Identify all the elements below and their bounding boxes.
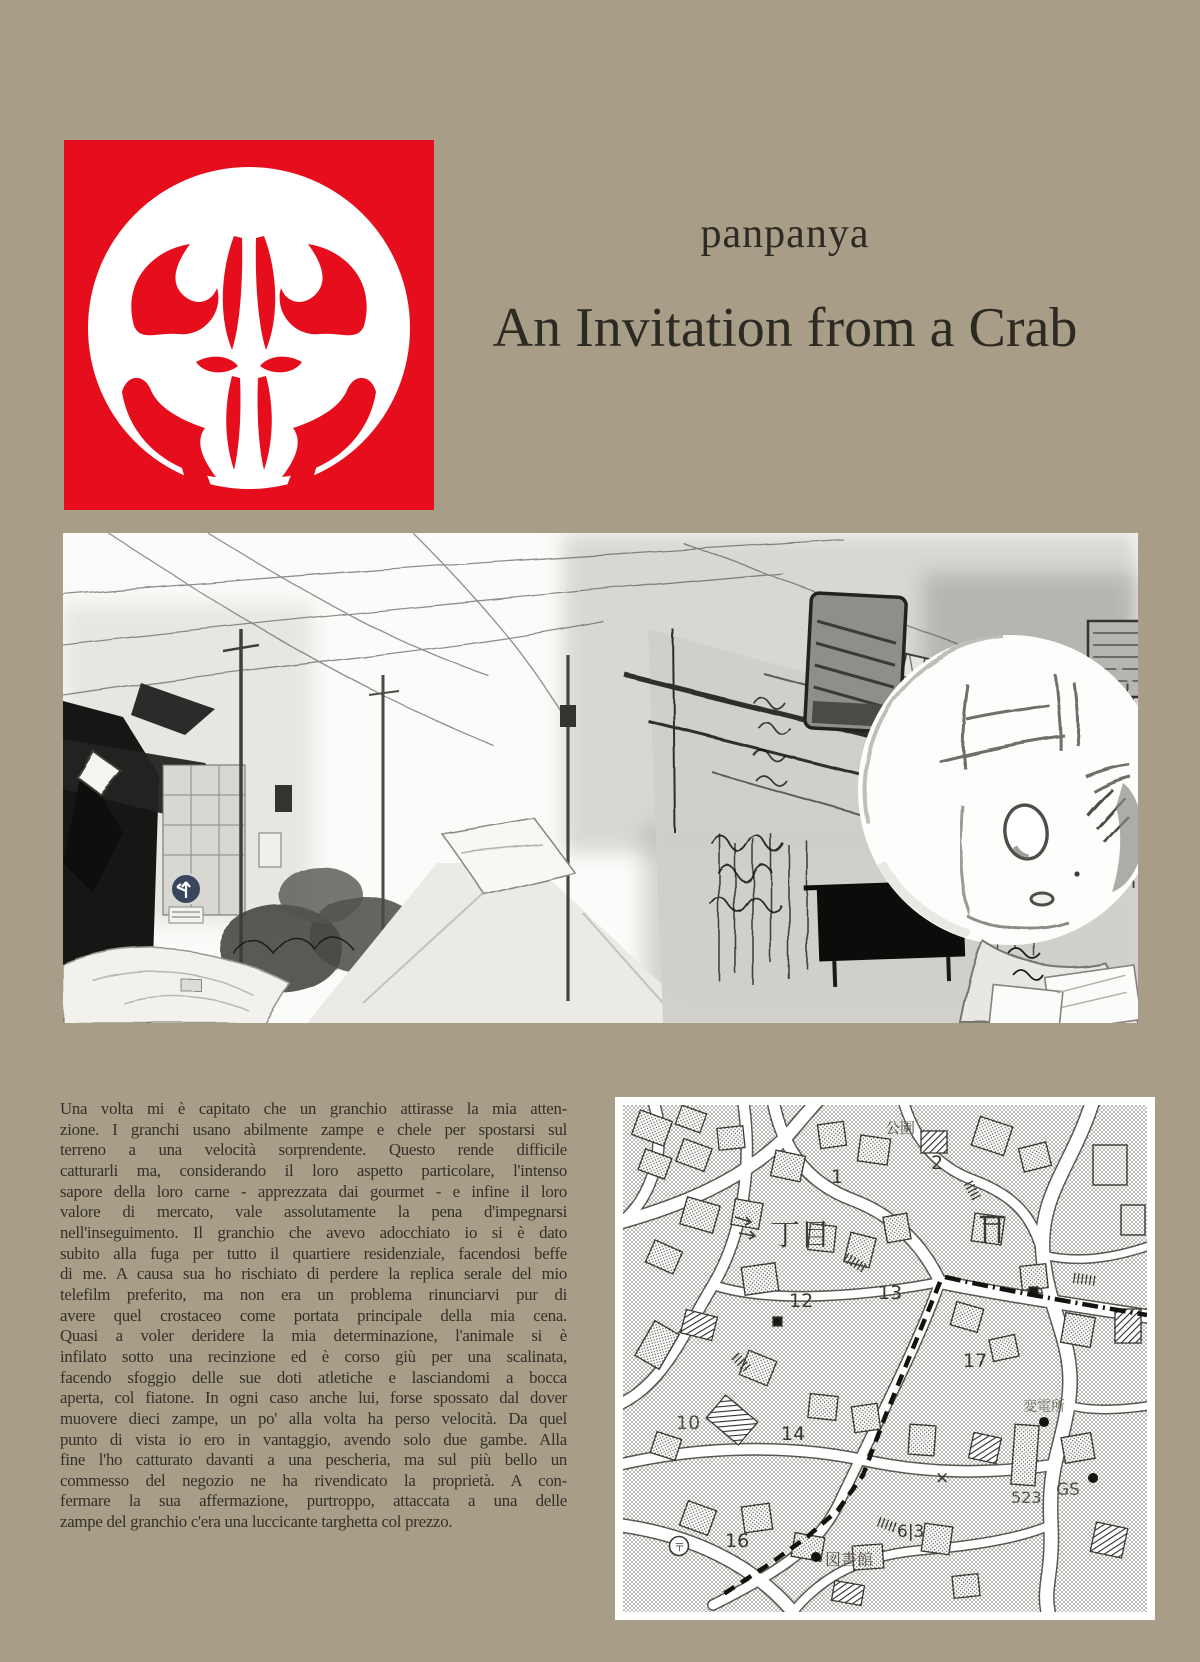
story-line: subito alla fuga per tutto il quartiere residenziale, facendosi beffe [60, 1243, 567, 1263]
publisher-crest-logo [64, 140, 434, 510]
map-label: 1 [831, 1166, 844, 1188]
map-label: 6|3 [897, 1522, 925, 1542]
map-label: 12 [789, 1290, 814, 1312]
map-label: 〒 [674, 1541, 685, 1554]
map-label: 公園 [885, 1119, 916, 1137]
alley-sketch-icon [63, 533, 1138, 1023]
story-line: sapore della loro carne - apprezzata dai gourmet - e infine il loro [60, 1181, 567, 1201]
story-line: facendo sfoggio delle sue doti atletiche e lasciandomi a bocca [60, 1367, 567, 1387]
story-line: zione. I granchi usano abilmente zampe e chele per spostarsi sul [60, 1119, 567, 1139]
map-label: 523 [1011, 1488, 1042, 1507]
nose-dot [1074, 871, 1079, 876]
story-line: muovere dieci zampe, un po' alla volta ha perso velocità. Da quel [60, 1408, 567, 1428]
story-line: terreno a una velocità sorprendente. Questo rende difficile [60, 1140, 567, 1160]
story-line: punto di vista io ero in vantaggio, avendo solo due gambe. Alla [60, 1429, 567, 1449]
map-label: 図書館 [825, 1550, 874, 1569]
story-line: valore di mercato, vale assolutamente la pena d'impegnarsi [60, 1202, 567, 1222]
story-line: fine l'ho catturato davanti a una pescheria, ma sul più bello un [60, 1450, 567, 1470]
story-line: Una volta mi è capitato che un granchio attirasse la mia atten- [60, 1099, 567, 1118]
story-line: fermare la sua affermazione, purtroppo, attaccata a una delle [60, 1491, 567, 1511]
alley-sketch-illustration [63, 533, 1138, 1023]
author-name: panpanya [700, 211, 870, 257]
story-line: nell'inseguimento. Il granchio che avevo adocchiato io si è dato [60, 1222, 567, 1242]
map-label: 10 [676, 1412, 701, 1434]
map-label: 17 [963, 1350, 988, 1372]
story-line: zampe del granchio c'era una luccicante targhetta col prezzo. [60, 1512, 453, 1532]
map-label: × [935, 1468, 950, 1488]
city-map-icon [623, 1105, 1147, 1612]
page-title: An Invitation from a Crab [492, 297, 1078, 359]
map-label: 変電所 [1023, 1399, 1065, 1415]
map-label: 13 [878, 1282, 903, 1304]
story-line: infilato sotto una recinzione ed è corso giù per una scalinata, [60, 1346, 567, 1366]
crest-icon [64, 140, 434, 510]
map-label: 14 [781, 1423, 806, 1445]
substation-dot [1039, 1417, 1049, 1427]
map-label: 丁目 [770, 1218, 830, 1253]
map-label: GS [1056, 1480, 1080, 1500]
story-line: avere quel crostaceo come portata principale della mia cena. [60, 1305, 567, 1325]
story-line: commesso del negozio ne ha rivendicato la proprietà. A con- [60, 1470, 567, 1490]
story-line: Quasi a voler deridere la mia determinazione, l'animale si è [60, 1326, 567, 1346]
map-label: 2 [931, 1152, 944, 1174]
story-line: aperta, col fiatone. In ogni caso anche lui, forse spossato dal dover [60, 1388, 567, 1408]
gs-dot [1088, 1473, 1098, 1483]
library-dot [811, 1552, 821, 1562]
story-line: catturarli ma, considerando il loro aspetto particolare, l'intenso [60, 1160, 567, 1180]
story-line: telefilm preferito, ma non era un problema rinunciarvi pur di [60, 1284, 567, 1304]
mouth [1031, 893, 1053, 905]
traffic-sign-icon [169, 874, 203, 923]
map-label: 16 [725, 1530, 750, 1552]
story-paragraph [60, 1099, 567, 1533]
story-line: di me. A causa sua ho rischiato di perdere la replica serale del mio [60, 1264, 567, 1284]
city-map-panel [615, 1097, 1155, 1620]
